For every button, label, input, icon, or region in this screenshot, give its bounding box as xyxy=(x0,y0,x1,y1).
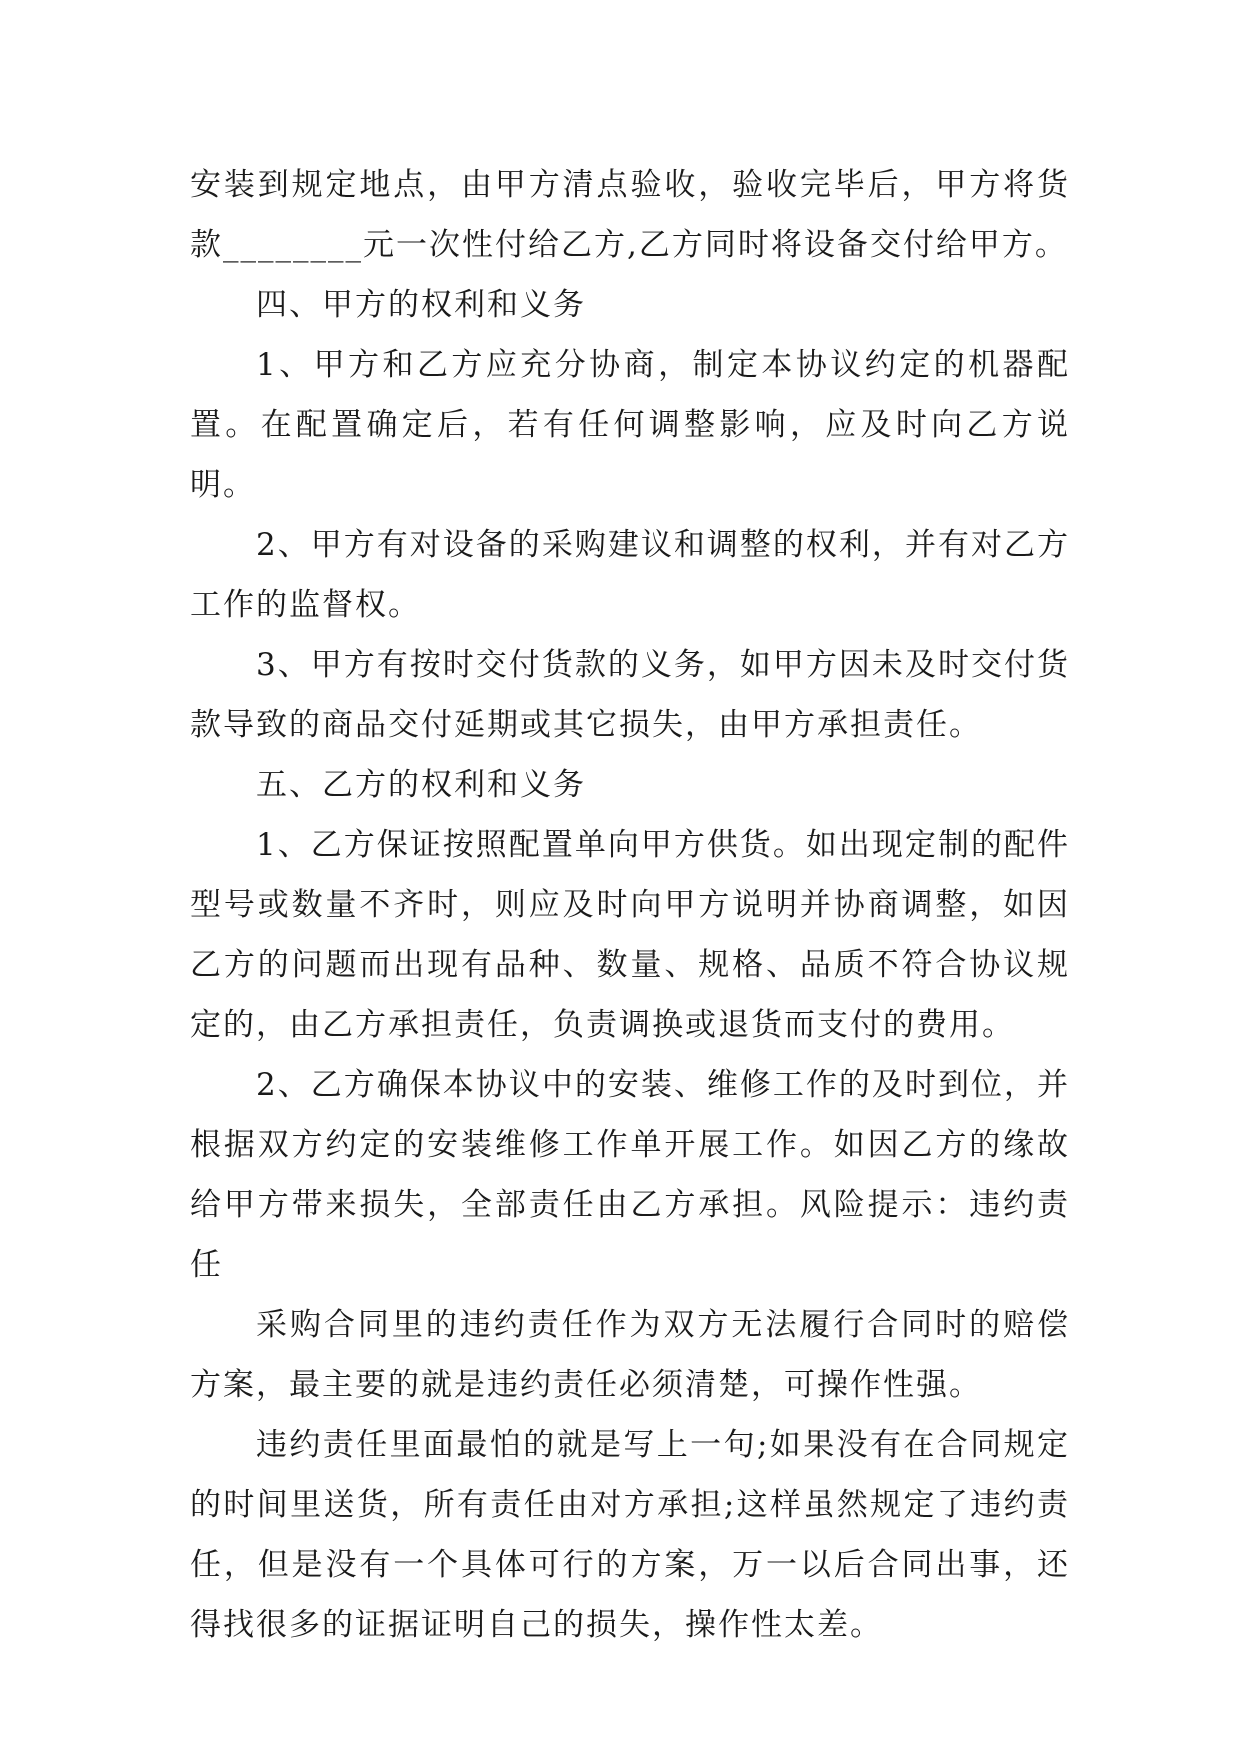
paragraph-party-b-item-1: 1、乙方保证按照配置单向甲方供货。如出现定制的配件型号或数量不齐时，则应及时向甲方说明并协商调整，如因乙方的问题而出现有品种、数量、规格、品质不符合协议规定的，由乙方承担责任，负责调换或退货而支付的费用。 xyxy=(190,827,1070,1043)
document-body xyxy=(190,155,1070,1655)
heading-party-b-rights: 五、乙方的权利和义务 xyxy=(256,767,586,803)
heading-party-a-rights: 四、甲方的权利和义务 xyxy=(256,287,586,323)
paragraph-party-a-item-3: 3、甲方有按时交付货款的义务，如甲方因未及时交付货款导致的商品交付延期或其它损失，由甲方承担责任。 xyxy=(190,647,1070,743)
paragraph-party-a-item-2: 2、甲方有对设备的采购建议和调整的权利，并有对乙方工作的监督权。 xyxy=(190,527,1070,623)
paragraph-liability-intro: 采购合同里的违约责任作为双方无法履行合同时的赔偿方案，最主要的就是违约责任必须清楚，可操作性强。 xyxy=(190,1307,1070,1403)
paragraph-party-b-item-2: 2、乙方确保本协议中的安装、维修工作的及时到位，并根据双方约定的安装维修工作单开展工作。如因乙方的缘故给甲方带来损失，全部责任由乙方承担。风险提示：违约责任 xyxy=(190,1067,1070,1283)
paragraph-liability-warning: 违约责任里面最怕的就是写上一句;如果没有在合同规定的时间里送货，所有责任由对方承担;这样虽然规定了违约责任，但是没有一个具体可行的方案，万一以后合同出事，还得找很多的证据证明自己的损失，操作性太差。 xyxy=(190,1427,1070,1643)
paragraph-party-a-item-1: 1、甲方和乙方应充分协商，制定本协议约定的机器配置。在配置确定后，若有任何调整影响，应及时向乙方说明。 xyxy=(190,347,1070,503)
paragraph-payment-terms: 安装到规定地点，由甲方清点验收，验收完毕后，甲方将货款________元一次性付给乙方,乙方同时将设备交付给甲方。 xyxy=(190,167,1070,263)
